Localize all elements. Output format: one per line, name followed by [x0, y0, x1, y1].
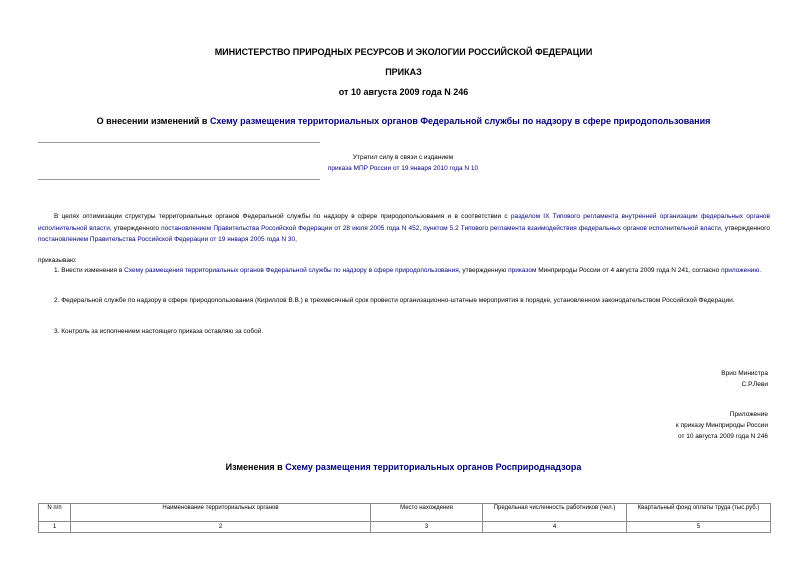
resolution-30-link[interactable]: постановлением Правительства Российской Федерации от 19 января 2005 года N 30 — [38, 236, 296, 243]
header-cell: Наименование территориальных органов — [71, 504, 371, 522]
date-number-heading: от 10 августа 2009 года N 246 — [338, 87, 469, 97]
number-cell: 1 — [39, 522, 71, 533]
preamble-text-2: , утвержденного — [109, 224, 162, 232]
header-cell: Место нахождения — [371, 504, 483, 522]
document-title — [0, 116, 807, 126]
signatory-name: С.Р.Леви — [741, 381, 768, 388]
appendix-link[interactable]: приложению — [721, 267, 760, 274]
regulation-section-link[interactable]: разделом IX Типового регламента внутренней организации федеральных органов исполнительной власти — [38, 213, 770, 232]
number-cell: 5 — [627, 522, 771, 533]
order-item-1 — [38, 265, 770, 277]
changes-scheme-link[interactable]: Схему размещения территориальных органов Росприроднадзора — [285, 462, 582, 472]
resolution-452-link[interactable]: постановлением Правительства Российской Федерации от 28 июля 2005 года N 452 — [161, 224, 420, 232]
changes-title — [0, 462, 807, 472]
preamble-text-5: , — [295, 236, 297, 243]
header-cell: N п/п — [39, 504, 71, 522]
lost-force-note — [318, 152, 488, 174]
preamble-text-4: , утвержденного — [720, 224, 770, 232]
clause-5-2-link[interactable]: пунктом 5.2 Типового регламента взаимодействия федеральных органов исполнительной власти — [423, 224, 721, 232]
appendix-order-ref: к приказу Минприроды России — [675, 422, 768, 429]
number-cell: 4 — [483, 522, 627, 533]
title-prefix: О внесении изменений в — [96, 116, 210, 126]
table-header-row — [39, 504, 771, 522]
lost-force-text: Утратил силу в связи с изданием — [352, 154, 454, 161]
order-item-2: 2. Федеральной службе по надзору в сфере природопользования (Кириллов В.В.) в трехмесячный срок провести организационно-штатные мероприятия в порядке, установленном законодательством Российской Федерации. — [54, 297, 735, 304]
appendix-header — [676, 409, 768, 442]
lost-force-link[interactable]: приказа МПР России от 19 января 2010 года N 10 — [327, 165, 479, 172]
item1-text-4: . — [759, 267, 762, 274]
ministry-heading: МИНИСТЕРСТВО ПРИРОДНЫХ РЕСУРСОВ И ЭКОЛОГИИ РОССИЙСКОЙ ФЕДЕРАЦИИ — [214, 47, 593, 57]
number-cell: 2 — [71, 522, 371, 533]
signature-block — [721, 368, 768, 390]
appendix-label: Приложение — [729, 411, 768, 418]
order-241-link[interactable]: приказом — [508, 267, 537, 274]
preamble-text-3: , — [419, 224, 424, 232]
changes-prefix: Изменения в — [225, 462, 286, 472]
order-item-3: 3. Контроль за исполнением настоящего приказа оставляю за собой. — [54, 328, 264, 335]
item1-text-3: Минприроды России от 4 августа 2009 года N 241, согласно — [536, 267, 722, 274]
item1-text-1: 1. Внести изменения в — [54, 267, 125, 274]
signatory-position: Врио Министра — [721, 370, 768, 377]
title-scheme-link[interactable]: Схему размещения территориальных органов Федеральной службы по надзору в сфере природопользования — [209, 116, 711, 126]
bottom-divider — [38, 179, 320, 180]
scheme-link[interactable]: Схему размещения территориальных органов Федеральной службы по надзору в сфере природопользования — [124, 267, 459, 274]
header-cell: Квартальный фонд оплаты труда (тыс.руб.) — [627, 504, 771, 522]
table-number-row — [39, 522, 771, 533]
preamble-paragraph — [38, 211, 770, 246]
item1-text-2: , утвержденную — [458, 267, 509, 274]
changes-table — [38, 503, 771, 533]
header-cell: Предельная численность работников (чел.) — [483, 504, 627, 522]
number-cell: 3 — [371, 522, 483, 533]
top-divider — [38, 142, 320, 143]
preamble-text-1: В целях оптимизации структуры территориальных органов Федеральной службы по надзору в сфере природопользования и в соответствии с — [54, 213, 511, 220]
appendix-date: от 10 августа 2009 года N 246 — [677, 433, 768, 440]
order-word: приказываю: — [38, 257, 77, 264]
document-type-heading: ПРИКАЗ — [385, 67, 422, 77]
